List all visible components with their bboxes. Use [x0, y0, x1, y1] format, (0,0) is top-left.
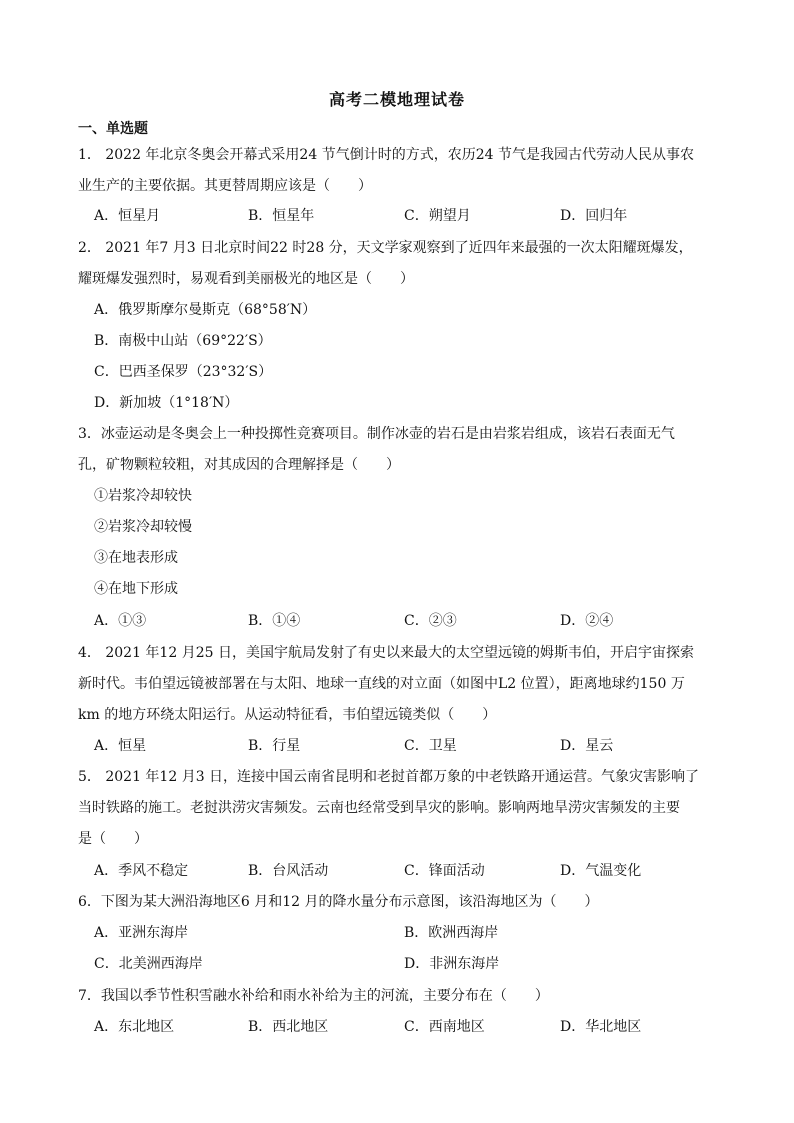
q4-stem-line1: 4． 2021 年12 月25 日，美国宇航局发射了有史以来最大的太空望远镜的姆斯韦伯，开启宇宙探索: [78, 645, 694, 661]
q4-stem-line2: 新时代。韦伯望远镜被部署在与太阳、地球一直线的对立面（如图中L2 位置），距离地球约150 万: [78, 676, 685, 692]
q5-option-a: A．季风不稳定: [94, 863, 189, 879]
q5-stem-line3: 是（ ）: [78, 831, 148, 847]
q6-option-a: A．亚洲东海岸: [94, 925, 189, 941]
q4-option-c: C．卫星: [404, 738, 457, 754]
q6-stem-line1: 6．下图为某大洲沿海地区6 月和12 月的降水量分布示意图，该沿海地区为（ ）: [78, 894, 599, 910]
q3-option-a: A．①③: [94, 613, 147, 629]
q5-stem-line2: 当时铁路的施工。老挝洪涝灾害频发。云南也经常受到旱灾的影响。影响两地旱涝灾害频发的主要: [78, 800, 680, 816]
q2-option-a: A．俄罗斯摩尔曼斯克（68°58′N）: [94, 302, 317, 318]
q6-option-c: C．北美洲西海岸: [94, 956, 203, 972]
q5-stem-line1: 5． 2021 年12 月3 日，连接中国云南省昆明和老挝首都万象的中老铁路开通运营。气象灾害影响了: [78, 769, 700, 785]
q3-option-b: B．①④: [248, 613, 301, 629]
q2-option-c: C．巴西圣保罗（23°32′S）: [94, 364, 273, 380]
q2-stem-line2: 耀斑爆发强烈时，易观看到美丽极光的地区是（ ）: [78, 271, 414, 287]
q1-stem-line2: 业生产的主要依据。其更替周期应该是（ ）: [78, 178, 372, 194]
q1-option-a: A．恒星月: [94, 208, 161, 224]
q2-option-b: B．南极中山站（69°22′S）: [94, 333, 272, 349]
q7-stem-line1: 7．我国以季节性积雪融水补给和雨水补给为主的河流，主要分布在（ ）: [78, 988, 549, 1004]
q6-option-b: B．欧洲西海岸: [404, 925, 499, 941]
q7-option-c: C．西南地区: [404, 1019, 485, 1035]
q3-statement-4: ④在地下形成: [94, 581, 178, 597]
q7-option-d: D．华北地区: [560, 1019, 642, 1035]
q3-option-c: C．②③: [404, 613, 457, 629]
q1-option-c: C．朔望月: [404, 208, 471, 224]
q1-option-b: B．恒星年: [248, 208, 315, 224]
q7-option-a: A．东北地区: [94, 1019, 175, 1035]
q7-option-b: B．西北地区: [248, 1019, 329, 1035]
q3-stem-line1: 3．冰壶运动是冬奥会上一种投掷性竞赛项目。制作冰壶的岩石是由岩浆岩组成，该岩石表面无气: [78, 426, 675, 442]
q3-statement-3: ③在地表形成: [94, 550, 178, 566]
q4-option-d: D．星云: [560, 738, 614, 754]
q3-stem-line2: 孔，矿物颗粒较粗，对其成因的合理解择是（ ）: [78, 457, 400, 473]
q2-option-d: D．新加坡（1°18′N）: [94, 395, 239, 411]
section-heading: 一、单选题: [78, 121, 148, 137]
q4-stem-line3: km 的地方环绕太阳运行。从运动特征看，韦伯望远镜类似（ ）: [78, 707, 497, 723]
page-title: 高考二模地理试卷: [328, 90, 465, 109]
q3-statement-2: ②岩浆冷却较慢: [94, 519, 192, 535]
q3-statement-1: ①岩浆冷却较快: [94, 488, 192, 504]
q5-option-d: D．气温变化: [560, 863, 642, 879]
q4-option-a: A．恒星: [94, 738, 147, 754]
q2-stem-line1: 2． 2021 年7 月3 日北京时间22 时28 分，天文学家观察到了近四年来最强的一次太阳耀斑爆发，: [78, 240, 693, 256]
q3-option-d: D．②④: [560, 613, 614, 629]
q4-option-b: B．行星: [248, 738, 301, 754]
q1-stem-line1: 1． 2022 年北京冬奥会开幕式采用24 节气倒计时的方式，农历24 节气是我园古代劳动人民从事农: [78, 147, 694, 163]
q6-option-d: D．非洲东海岸: [404, 956, 500, 972]
q5-option-b: B．台风活动: [248, 863, 329, 879]
q1-option-d: D．回归年: [560, 208, 628, 224]
q5-option-c: C．锋面活动: [404, 863, 485, 879]
